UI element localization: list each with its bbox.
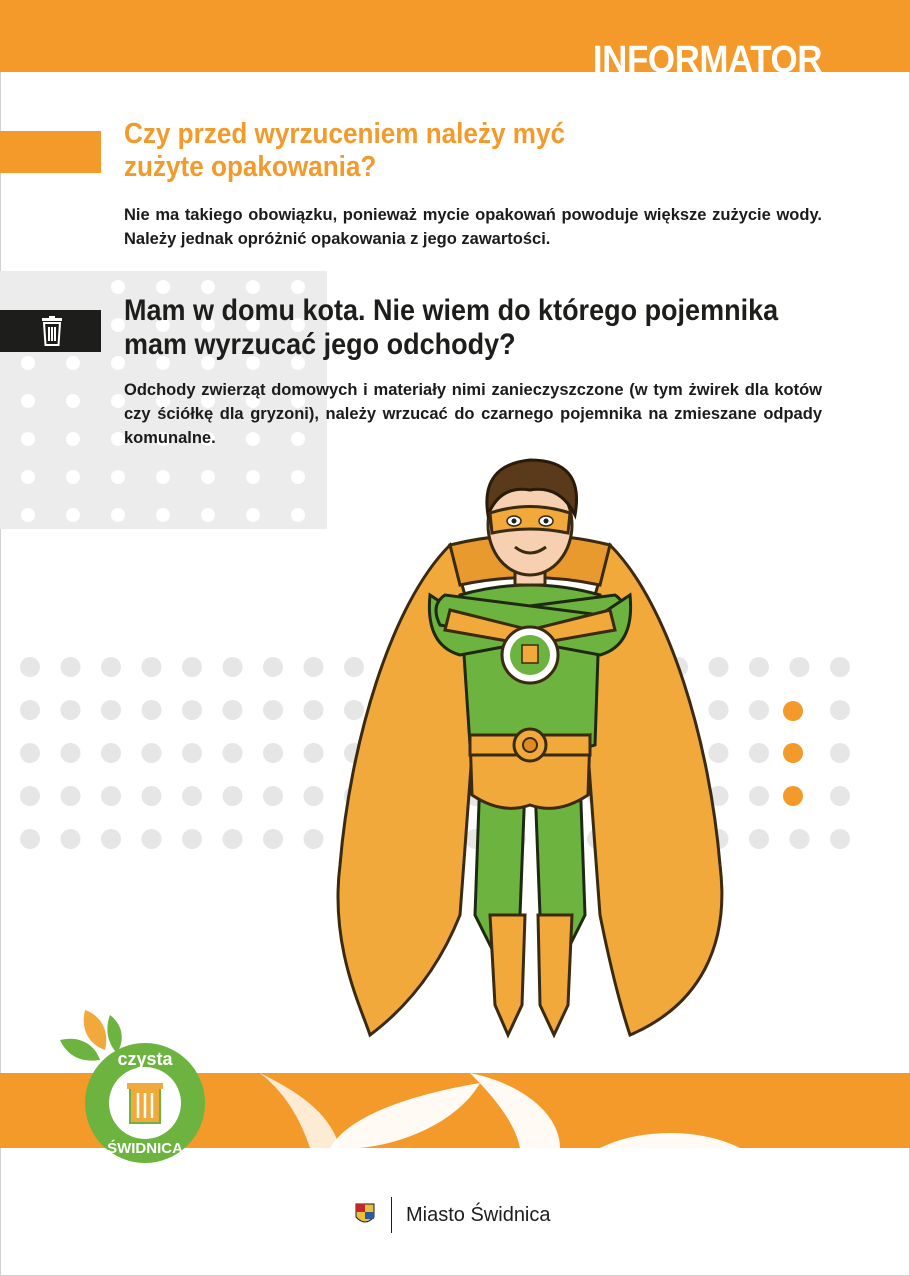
decorative-dot	[830, 829, 850, 849]
decorative-dot	[101, 657, 121, 677]
decorative-dot	[101, 829, 121, 849]
decorative-dot	[201, 470, 215, 484]
decorative-dot	[20, 743, 40, 763]
decorative-dot	[156, 508, 170, 522]
decorative-dot	[142, 786, 162, 806]
decorative-dot	[201, 280, 215, 294]
decorative-dot	[61, 786, 81, 806]
footer-city-name: Miasto Świdnica	[406, 1203, 551, 1226]
decorative-dot	[291, 508, 305, 522]
superhero-mascot-illustration	[330, 445, 730, 1045]
question-1-title-line-1: Czy przed wyrzuceniem należy myć	[124, 118, 565, 150]
decorative-dot	[66, 432, 80, 446]
decorative-dot	[304, 700, 324, 720]
decorative-dot	[263, 786, 283, 806]
header-title: INFORMATOR	[592, 39, 822, 81]
decorative-dot	[749, 743, 769, 763]
decorative-dot	[304, 743, 324, 763]
decorative-dot	[304, 829, 324, 849]
decorative-dot	[111, 508, 125, 522]
decorative-dot	[246, 280, 260, 294]
decorative-dot	[304, 657, 324, 677]
decorative-dot	[66, 356, 80, 370]
coat-of-arms-icon	[355, 1203, 375, 1227]
trash-bin-icon	[40, 316, 64, 346]
decorative-dot	[223, 743, 243, 763]
orange-dot	[783, 743, 803, 763]
decorative-dot	[66, 470, 80, 484]
question-2-title	[124, 294, 790, 362]
decorative-dot	[223, 829, 243, 849]
decorative-dot	[101, 786, 121, 806]
decorative-dot	[21, 432, 35, 446]
decorative-dot	[20, 657, 40, 677]
decorative-dot	[790, 829, 810, 849]
decorative-dot	[21, 508, 35, 522]
decorative-dot	[182, 786, 202, 806]
decorative-dot	[21, 356, 35, 370]
decorative-dot	[263, 657, 283, 677]
decorative-dot	[291, 280, 305, 294]
decorative-dot	[246, 470, 260, 484]
decorative-dot	[21, 394, 35, 408]
decorative-dot	[830, 657, 850, 677]
decorative-dot	[830, 700, 850, 720]
decorative-dot	[21, 470, 35, 484]
logo-text-czysta: czysta	[117, 1049, 173, 1069]
decorative-dot	[142, 829, 162, 849]
decorative-dot	[111, 356, 125, 370]
decorative-dot	[61, 829, 81, 849]
decorative-dot	[61, 700, 81, 720]
footer-divider	[391, 1197, 392, 1233]
decorative-dot	[111, 280, 125, 294]
decorative-dot	[156, 280, 170, 294]
decorative-dot	[182, 829, 202, 849]
decorative-dot	[111, 394, 125, 408]
decorative-dot	[101, 700, 121, 720]
decorative-dot	[182, 700, 202, 720]
decorative-dot	[291, 470, 305, 484]
decorative-dot	[182, 743, 202, 763]
decorative-dot	[61, 743, 81, 763]
decorative-dot	[830, 786, 850, 806]
decorative-dot	[263, 743, 283, 763]
decorative-dot	[182, 657, 202, 677]
question-2-title-line-1: Mam w domu kota. Nie wiem do którego pojemnika	[124, 294, 779, 327]
footer	[355, 1196, 551, 1234]
decorative-dot	[749, 829, 769, 849]
decorative-dot	[223, 700, 243, 720]
decorative-dot	[790, 657, 810, 677]
decorative-dot	[304, 786, 324, 806]
czysta-swidnica-logo	[55, 995, 215, 1165]
orange-dot	[783, 786, 803, 806]
logo-text-swidnica: ŚWIDNICA	[107, 1140, 183, 1157]
decorative-dot	[263, 829, 283, 849]
decorative-dot	[20, 786, 40, 806]
decorative-dot	[223, 786, 243, 806]
decorative-dot	[142, 657, 162, 677]
decorative-dot	[749, 657, 769, 677]
decorative-dot	[20, 829, 40, 849]
decorative-dot	[20, 700, 40, 720]
orange-dot	[783, 701, 803, 721]
decorative-dot	[111, 318, 125, 332]
decorative-dot	[111, 432, 125, 446]
decorative-dot	[223, 657, 243, 677]
decorative-dot	[66, 508, 80, 522]
decorative-dot	[749, 786, 769, 806]
decorative-dot	[66, 394, 80, 408]
decorative-dot	[246, 508, 260, 522]
decorative-dot	[201, 508, 215, 522]
decorative-dot	[830, 743, 850, 763]
decorative-dot	[61, 657, 81, 677]
decorative-dot	[749, 700, 769, 720]
decorative-dot	[156, 470, 170, 484]
question-1-answer: Nie ma takiego obowiązku, ponieważ mycie opakowań powoduje większe zużycie wody. Należy jednak opróżnić opakowania z jego zawartości.	[124, 206, 822, 248]
question-2-answer: Odchody zwierząt domowych i materiały nimi zanieczyszczone (w tym żwirek dla kotów czy ściółkę dla gryzoni), należy wrzucać do czarnego pojemnika na zmieszane odpady komunalne.	[124, 381, 822, 447]
decorative-dot	[101, 743, 121, 763]
question-2-title-line-2: mam wyrzucać jego odchody?	[124, 328, 516, 361]
decorative-dot	[111, 470, 125, 484]
question-1-title-line-2: zużyte opakowania?	[124, 151, 377, 183]
decorative-dot	[142, 700, 162, 720]
decorative-dot	[142, 743, 162, 763]
decorative-dot	[263, 700, 283, 720]
